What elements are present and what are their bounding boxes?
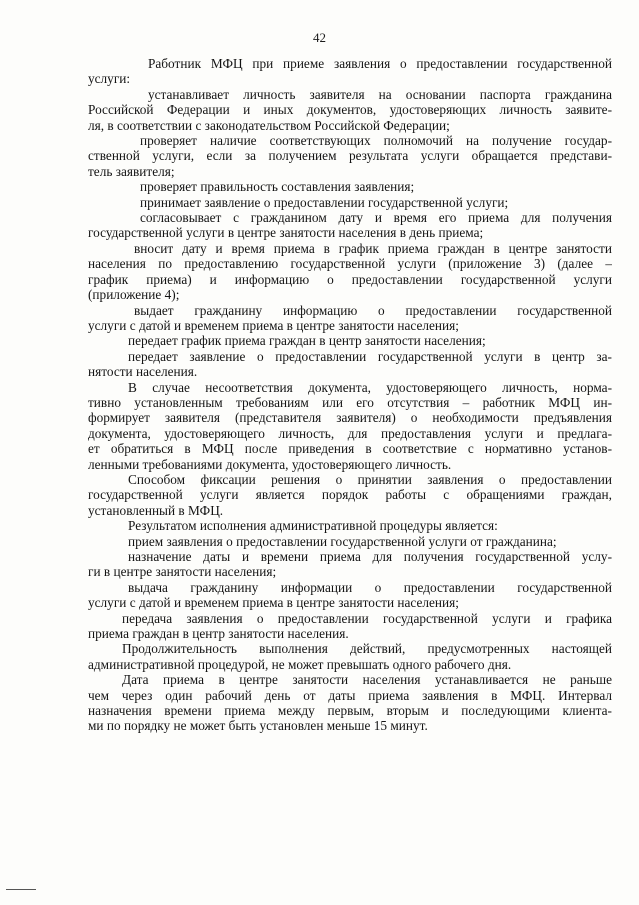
text-line: тель заявителя; bbox=[88, 163, 175, 179]
text-line: В случае несоответствия документа, удостоверяющего личность, норма- bbox=[128, 379, 612, 395]
text-line: Продолжительность выполнения действий, предусмотренных настоящей bbox=[122, 641, 612, 657]
text-line: ми по порядку не может быть установлен меньше 15 минут. bbox=[88, 718, 428, 734]
text-line: передает заявление о предоставлении государственной услуги в центр за- bbox=[128, 348, 612, 364]
text-line: выдает гражданину информацию о предоставлении государственной bbox=[134, 302, 612, 318]
text-line: ля, в соответствии с законодательством Российской Федерации; bbox=[88, 117, 450, 133]
text-line: устанавливает личность заявителя на основании паспорта гражданина bbox=[148, 86, 612, 102]
text-line: выдача гражданину информации о предоставлении государственной bbox=[128, 579, 612, 595]
text-line: формирует заявителя (представителя заявителя) о необходимости предъявления bbox=[88, 410, 612, 426]
text-line: Результатом исполнения административной процедуры является: bbox=[128, 518, 498, 534]
text-line: вносит дату и время приема в график приема граждан в центре занятости bbox=[134, 240, 612, 256]
text-line: согласовывает с гражданином дату и время его приема для получения bbox=[140, 210, 612, 226]
text-line: Работник МФЦ при приеме заявления о предоставлении государственной bbox=[148, 56, 612, 71]
text-line: населения по предоставлению государственной услуги (приложение 3) (далее – bbox=[88, 256, 612, 272]
text-line: передает график приема граждан в центр занятости населения; bbox=[128, 333, 486, 349]
text-line: прием заявления о предоставлении государственной услуги от гражданина; bbox=[128, 533, 557, 549]
text-line: услуги с датой и временем приема в центре занятости населения; bbox=[88, 595, 459, 611]
text-line: нятости населения. bbox=[88, 364, 198, 380]
document-body bbox=[88, 56, 612, 734]
text-line: тивно установленным требованиям или его отсутствия – работник МФЦ ин- bbox=[88, 394, 612, 410]
text-line: Российской Федерации и иных документов, удостоверяющих личность заявите- bbox=[88, 102, 612, 118]
text-line: проверяет правильность составления заявления; bbox=[140, 179, 415, 195]
text-line: административной процедурой, не может превышать одного рабочего дня. bbox=[88, 656, 512, 672]
scan-margin-mark bbox=[6, 889, 36, 890]
text-line: услуги с датой и временем приема в центре занятости населения; bbox=[88, 317, 459, 333]
text-line: назначение даты и времени приема для получения государственной услу- bbox=[128, 549, 612, 564]
text-line: документа, удостоверяющего личность, для предоставления услуги и предлага- bbox=[88, 425, 612, 441]
text-line: установленный в МФЦ. bbox=[88, 502, 224, 518]
text-line: ет обратиться в МФЦ после приведения в соответствие с нормативно установ- bbox=[88, 441, 612, 457]
text-line: передача заявления о предоставлении государственной услуги и графика bbox=[122, 610, 612, 626]
text-line: проверяет наличие соответствующих полномочий на получение государ- bbox=[140, 133, 612, 149]
text-line: Способом фиксации решения о принятии заявления о предоставлении bbox=[128, 471, 612, 487]
text-line: государственной услуги является порядок работы с обращениями граждан, bbox=[88, 487, 612, 503]
text-line: услуги: bbox=[88, 71, 131, 87]
text-line: принимает заявление о предоставлении государственной услуги; bbox=[140, 194, 509, 210]
text-line: ги в центре занятости населения; bbox=[88, 564, 277, 580]
text-line: (приложение 4); bbox=[88, 287, 180, 303]
text-line: назначения времени приема между первым, вторым и последующими клиента- bbox=[88, 703, 612, 719]
text-line: Дата приема в центре занятости населения устанавливается не раньше bbox=[122, 672, 612, 688]
text-line: чем через один рабочий день от даты приема заявления в МФЦ. Интервал bbox=[88, 687, 612, 703]
text-line: ленными требованиями документа, удостоверяющего личность. bbox=[88, 456, 452, 472]
text-line: государственной услуги в центре занятости населения в день приема; bbox=[88, 225, 484, 241]
text-line: приема граждан в центр занятости населения. bbox=[88, 626, 349, 642]
text-line: ственной услуги, если за получением результата услуги обращается представи- bbox=[88, 148, 612, 164]
page-number: 42 bbox=[313, 30, 326, 45]
text-line: график приема) и информацию о предоставлении государственной услуги bbox=[88, 271, 612, 287]
